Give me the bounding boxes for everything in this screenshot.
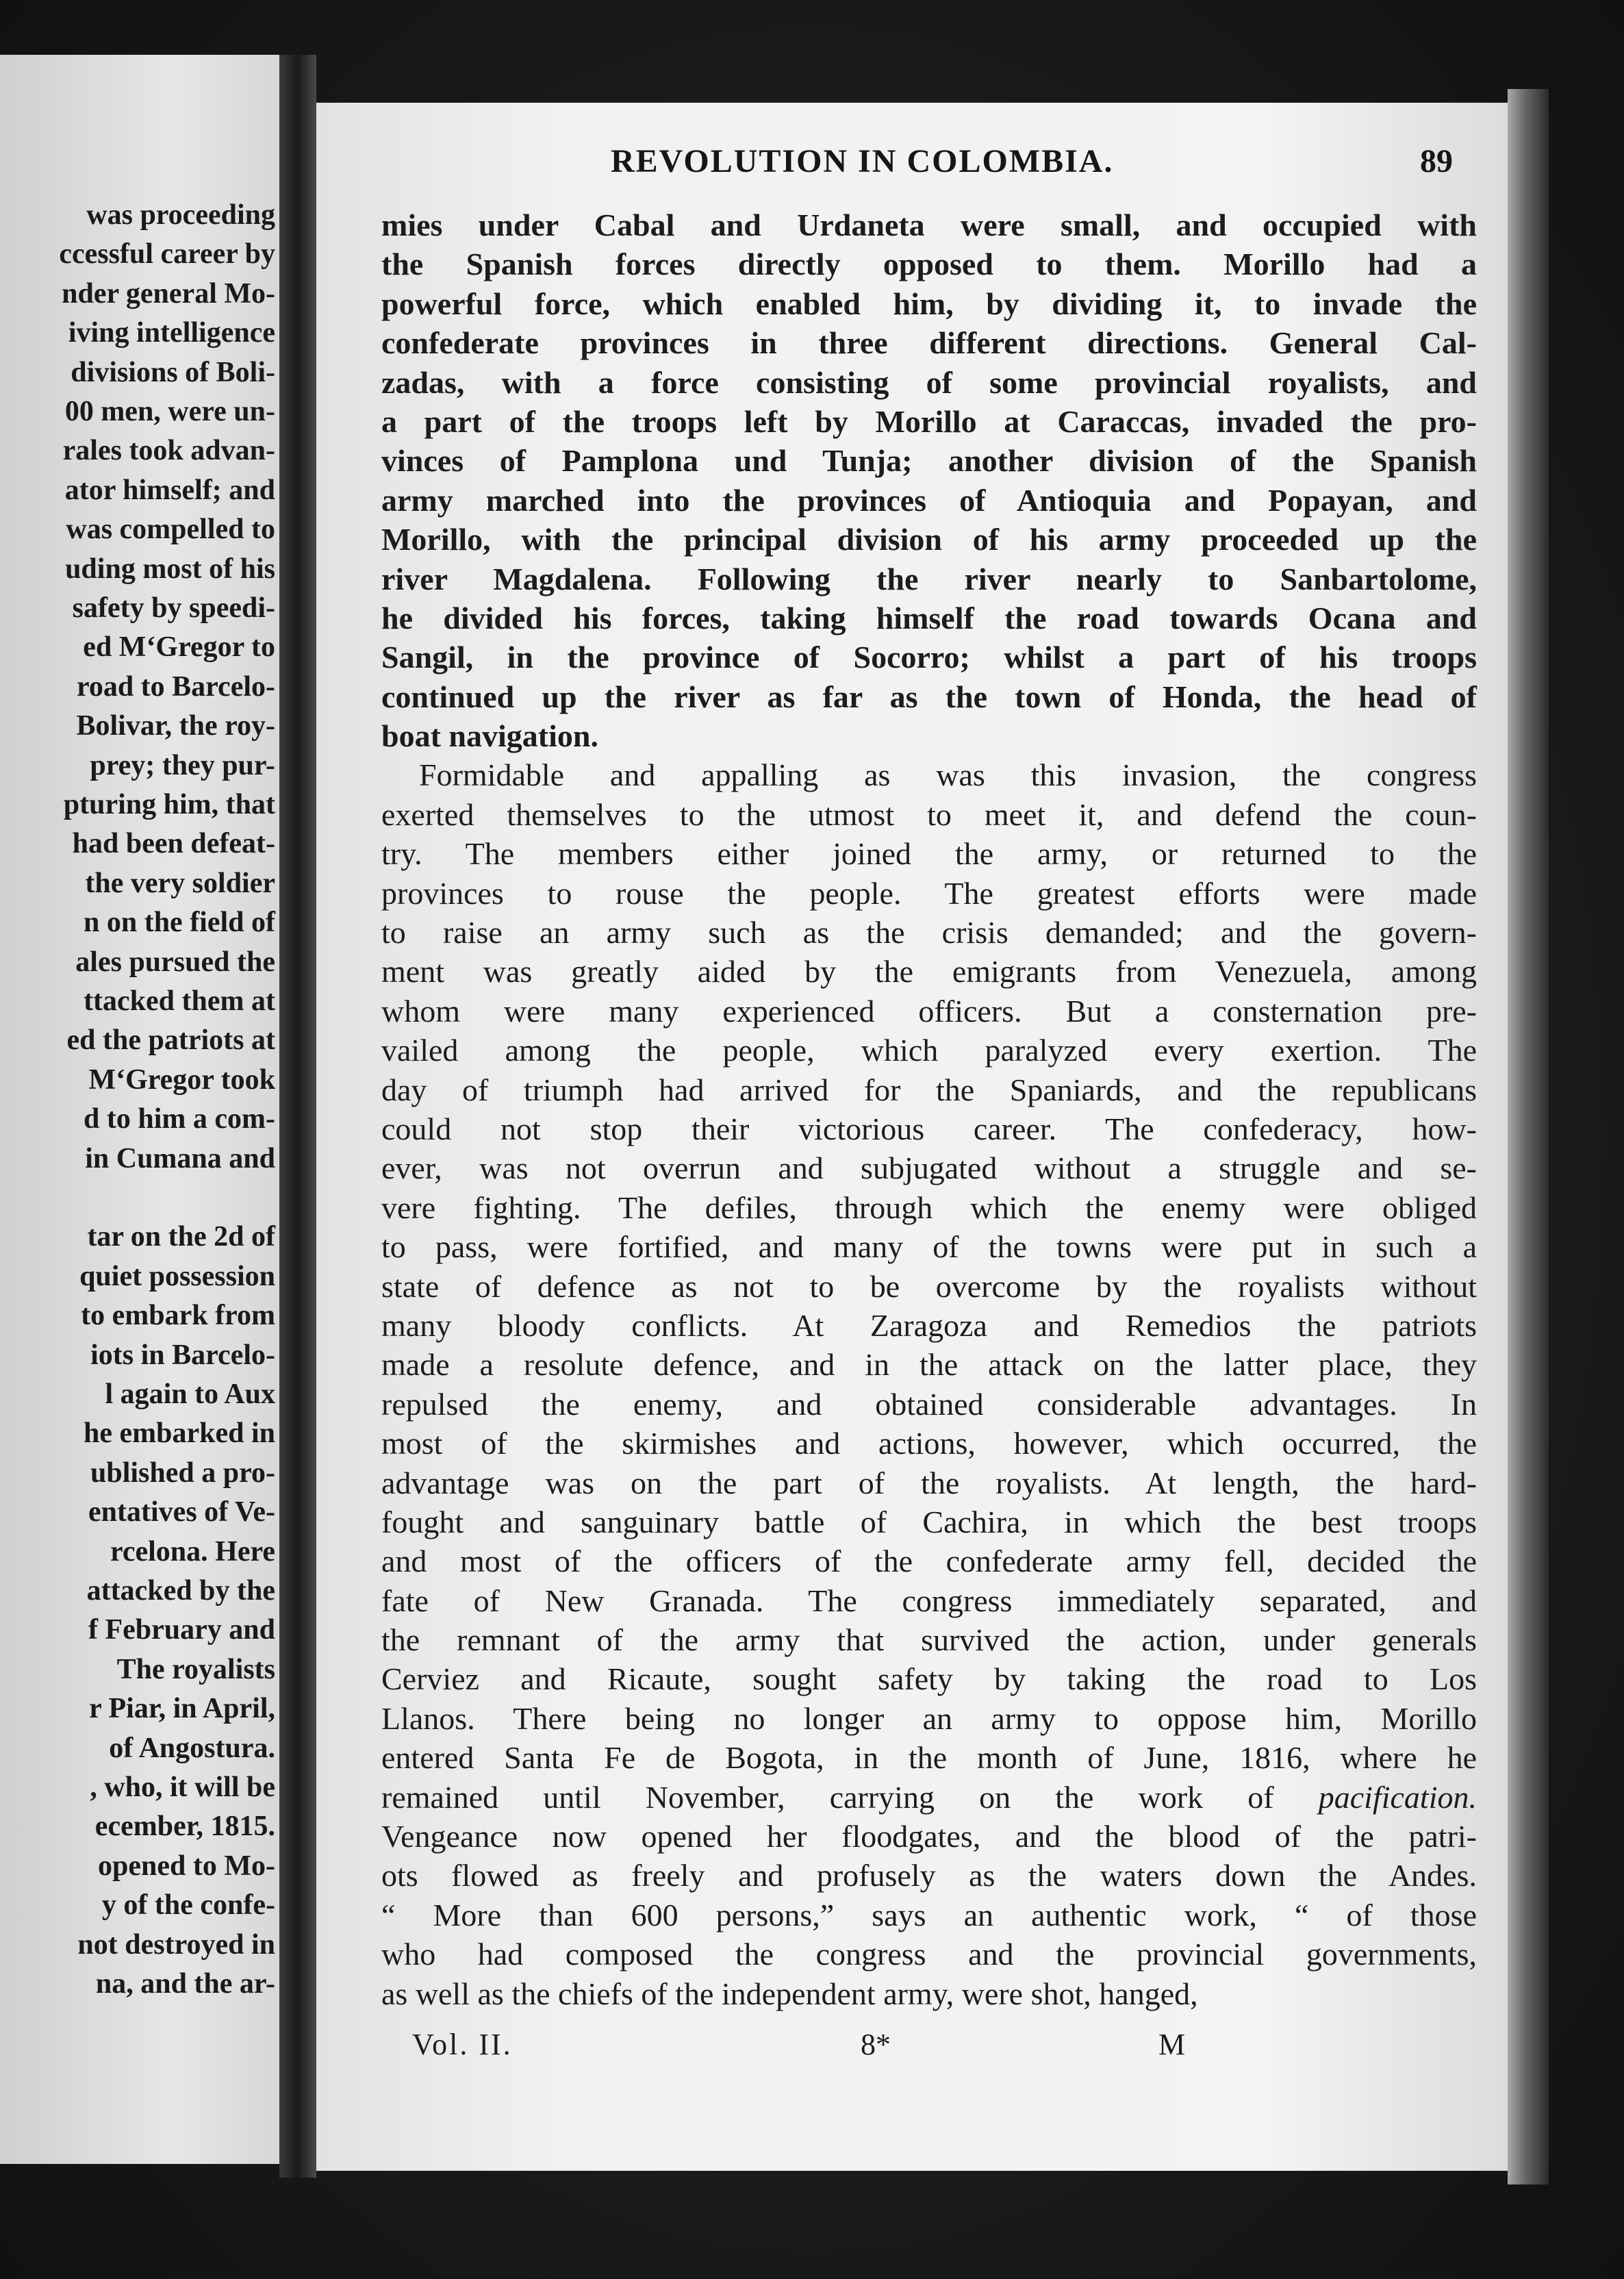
body-line: many bloody conflicts. At Zaragoza and Remedios the patriots <box>381 1307 1477 1343</box>
body-line: powerful force, which enabled him, by dividing it, to invade the <box>381 286 1477 321</box>
left-page-line: nder general Mo- <box>62 277 275 310</box>
left-page-line: , who, it will be <box>90 1772 275 1803</box>
left-page-line: was compelled to <box>66 514 275 546</box>
left-page-line: 00 men, were un- <box>64 396 275 427</box>
left-page-line: n on the field of <box>83 907 275 939</box>
body-line: vere fighting. The defiles, through which the enemy were obliged <box>381 1189 1477 1225</box>
body-line: river Magdalena. Following the river nearly to Sanbartolome, <box>381 561 1477 596</box>
left-page-line: road to Barcelo- <box>76 670 275 703</box>
body-line: state of defence as not to be overcome by the royalists without <box>381 1268 1477 1304</box>
left-page-line: ublished a pro- <box>90 1457 275 1489</box>
left-page-line: he embarked in <box>83 1418 275 1450</box>
body-line: day of triumph had arrived for the Spaniards, and the republicans <box>381 1072 1477 1107</box>
body-line: fought and sanguinary battle of Cachira, in which the best troops <box>381 1504 1477 1539</box>
body-line: confederate provinces in three different directions. General Cal- <box>381 325 1477 361</box>
left-page-line: ttacked them at <box>84 985 275 1017</box>
signature-mark: 8* <box>861 2028 891 2061</box>
left-page-line: prey; they pur- <box>90 749 275 781</box>
body-line: continued up the river as far as the town of Honda, the head of <box>381 679 1477 714</box>
body-line: entered Santa Fe de Bogota, in the month of June, 1816, where he <box>381 1740 1477 1776</box>
left-page-line: iving intelligence <box>68 317 275 349</box>
left-page-line: in Cumana and <box>85 1142 275 1174</box>
left-page-line: ed M‘Gregor to <box>83 631 275 664</box>
page-footer <box>316 2027 1508 2068</box>
left-page-line: d to him a com- <box>84 1103 275 1135</box>
body-line: mies under Cabal and Urdaneta were small, and occupied with <box>381 207 1477 242</box>
left-page-line: was proceeding <box>86 199 275 231</box>
left-page-line: the very soldier <box>85 867 275 899</box>
body-line: the remnant of the army that survived the action, under generals <box>381 1622 1477 1658</box>
body-line: “ More than 600 persons,” says an authentic work, “ of those <box>381 1897 1477 1932</box>
signature-letter: M <box>1158 2028 1186 2061</box>
running-title: REVOLUTION IN COLOMBIA. <box>611 143 1114 179</box>
left-page-line: l again to Aux <box>105 1378 275 1410</box>
body-line: repulsed the enemy, and obtained considerable advantages. In <box>381 1386 1477 1422</box>
body-line: who had composed the congress and the provincial governments, <box>381 1937 1477 1972</box>
left-page-line: ecember, 1815. <box>94 1811 275 1843</box>
body-line: to pass, were fortified, and many of the towns were put in such a <box>381 1229 1477 1265</box>
left-page-line: The royalists <box>116 1653 275 1685</box>
left-page-line: uding most of his <box>65 553 275 585</box>
body-line: Formidable and appalling as was this invasion, the congress <box>419 757 1477 793</box>
left-page-line: of Angostura. <box>109 1732 275 1764</box>
body-line: Cerviez and Ricaute, sought safety by taking the road to Los <box>381 1661 1477 1697</box>
left-page-line: f February and <box>88 1614 275 1646</box>
left-page-line: pturing him, that <box>63 789 275 820</box>
body-line: ment was greatly aided by the emigrants from Venezuela, among <box>381 954 1477 990</box>
left-page-line: to embark from <box>81 1300 275 1332</box>
body-line: to raise an army such as the crisis demanded; and the govern- <box>381 915 1477 950</box>
left-page-line: attacked by the <box>86 1575 275 1607</box>
body-line: Sangil, in the province of Socorro; whilst a part of his troops <box>381 640 1477 675</box>
left-page-line: ator himself; and <box>64 474 275 506</box>
page-edge <box>1508 89 1549 2184</box>
body-line: vailed among the people, which paralyzed every exertion. The <box>381 1033 1477 1068</box>
body-line: could not stop their victorious career. The confederacy, how- <box>381 1111 1477 1146</box>
italic-word: pacification. <box>1318 1779 1477 1815</box>
book-gutter <box>279 55 316 2178</box>
body-line: exerted themselves to the utmost to meet it, and defend the coun- <box>381 796 1477 832</box>
body-line: try. The members either joined the army, or returned to the <box>381 836 1477 872</box>
body-line: ots flowed as freely and profusely as the waters down the Andes. <box>381 1858 1477 1893</box>
body-line: the Spanish forces directly opposed to them. Morillo had a <box>381 247 1477 282</box>
left-page-line: y of the confe- <box>101 1889 275 1922</box>
body-line: Morillo, with the principal division of his army proceeded up the <box>381 522 1477 557</box>
left-page-line: not destroyed in <box>77 1928 275 1961</box>
body-line: a part of the troops left by Morillo at Caraccas, invaded the pro- <box>381 403 1477 439</box>
left-page-line: safety by speedi- <box>72 592 275 624</box>
body-line: army marched into the provinces of Antioquia and Popayan, and <box>381 482 1477 518</box>
left-page-line: na, and the ar- <box>95 1968 275 2000</box>
body-line: vinces of Pamplona und Tunja; another division of the Spanish <box>381 443 1477 479</box>
left-page-line: divisions of Boli- <box>71 356 275 388</box>
body-line <box>381 1778 1477 1817</box>
left-page-line: iots in Barcelo- <box>90 1339 275 1371</box>
left-page-line: quiet possession <box>79 1260 275 1292</box>
left-page-line: opened to Mo- <box>98 1850 275 1882</box>
right-page <box>316 103 1508 2171</box>
body-line: Vengeance now opened her floodgates, and the blood of the patri- <box>381 1819 1477 1854</box>
body-line: he divided his forces, taking himself the road towards Ocana and <box>381 600 1477 635</box>
running-head <box>316 142 1508 184</box>
body-line: made a resolute defence, and in the attack on the latter place, they <box>381 1347 1477 1383</box>
body-line: Llanos. There being no longer an army to oppose him, Morillo <box>381 1700 1477 1736</box>
body-line-text: remained until November, carrying on the work of <box>381 1779 1319 1815</box>
left-page-line: rales took advan- <box>62 435 275 467</box>
left-page <box>0 55 288 2164</box>
body-line: ever, was not overrun and subjugated without a struggle and se- <box>381 1150 1477 1186</box>
left-page-line: M‘Gregor took <box>88 1063 275 1096</box>
body-line: zadas, with a force consisting of some provincial royalists, and <box>381 364 1477 400</box>
body-text <box>381 205 1477 2013</box>
body-line: fate of New Granada. The congress immediately separated, and <box>381 1583 1477 1618</box>
body-line: provinces to rouse the people. The greatest efforts were made <box>381 875 1477 911</box>
left-page-line: tar on the 2d of <box>87 1221 275 1253</box>
body-line: most of the skirmishes and actions, however, which occurred, the <box>381 1426 1477 1461</box>
left-page-line: entatives of Ve- <box>88 1496 275 1528</box>
body-line: boat navigation. <box>381 718 598 754</box>
body-line: and most of the officers of the confederate army fell, decided the <box>381 1544 1477 1579</box>
left-page-line: ed the patriots at <box>66 1024 275 1057</box>
left-page-line: had been defeat- <box>72 828 275 860</box>
left-page-line: r Piar, in April, <box>89 1693 275 1725</box>
left-page-line: rcelona. Here <box>110 1535 275 1567</box>
volume-mark: Vol. II. <box>412 2028 513 2061</box>
page-number: 89 <box>1420 143 1453 179</box>
body-line: whom were many experienced officers. But a consternation pre- <box>381 993 1477 1029</box>
body-line: as well as the chiefs of the independent army, were shot, hanged, <box>381 1976 1198 2011</box>
left-page-line: ccessful career by <box>59 238 275 270</box>
left-page-line: ales pursued the <box>75 946 275 978</box>
left-page-line: Bolivar, the roy- <box>76 710 275 742</box>
body-line: advantage was on the part of the royalists. At length, the hard- <box>381 1465 1477 1500</box>
